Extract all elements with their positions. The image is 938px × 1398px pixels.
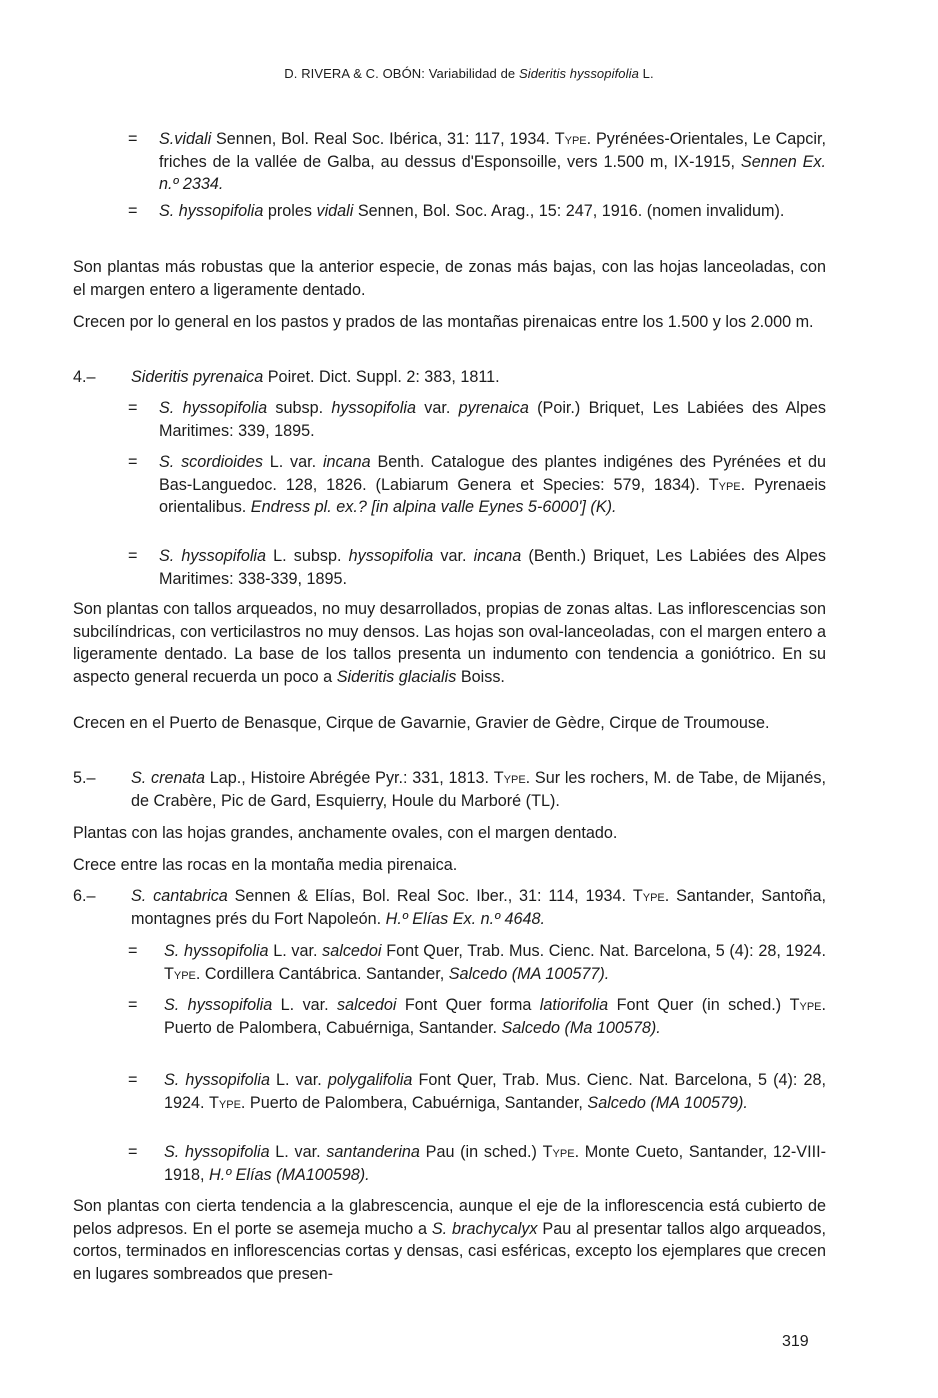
equals-sign: = xyxy=(128,130,138,148)
entry-5-s-crenata xyxy=(73,767,826,812)
paragraph-description-crenata: Plantas con las hojas grandes, anchamente ovales, con el margen dentado. xyxy=(73,824,618,842)
synonym-text: S. hyssopifolia L. var. santanderina Pau (in sched.) Type. Monte Cueto, Santander, 12-VIII-1918, H.º Elías (MA100598). xyxy=(164,1143,826,1184)
entry-text: S. crenata Lap., Histoire Abrégée Pyr.: 331, 1813. Type. Sur les rochers, M. de Tabe, de Mijanés, de Crabère, Pic de Gard, Esquierry, Houle du Marboré (TL). xyxy=(131,769,826,810)
paragraph-habitat-vidali: Crecen por lo general en los pastos y prados de las montañas pirenaicas entre los 1.500 y los 2.000 m. xyxy=(73,313,814,331)
synonym-text: S. hyssopifolia L. var. salcedoi Font Quer forma latiorifolia Font Quer (in sched.) Type. Puerto de Palombera, Cabuérniga, Santander. Salcedo (Ma 100578). xyxy=(164,996,826,1037)
entry-6-s-cantabrica xyxy=(73,885,826,930)
header-title: Sideritis hyssopifolia xyxy=(518,66,639,81)
entry-number: 6.– xyxy=(73,887,96,905)
synonym-text: S. hyssopifolia L. subsp. hyssopifolia var. incana (Benth.) Briquet, Les Labiées des Alpes Maritimes: 338-339, 1895. xyxy=(159,547,826,588)
paragraph-habitat-pyrenaica: Crecen en el Puerto de Benasque, Cirque de Gavarnie, Gravier de Gèdre, Cirque de Troumouse. xyxy=(73,714,770,732)
synonym-var-santanderina xyxy=(128,1141,826,1186)
equals-sign: = xyxy=(128,996,138,1014)
synonym-var-polygalifolia xyxy=(128,1069,826,1114)
page-number: 319 xyxy=(782,1333,809,1350)
paragraph-description-cantabrica: Son plantas con cierta tendencia a la glabrescencia, aunque el eje de la inflorescencia está cubierto de pelos adpresos. En el porte se asemeja mucho a S. brachycalyx Pau al presentar tallos algo arqueados, cortos, terminados en inflorescencias cortas y densas, casi esféricas, excepto los ejemplares que crecen en lugares sombreados que presen- xyxy=(73,1197,826,1283)
running-header xyxy=(0,66,938,81)
synonym-s-vidali xyxy=(128,128,826,196)
equals-sign: = xyxy=(128,202,138,220)
entry-4-sideritis-pyrenaica xyxy=(73,366,826,389)
header-authors: D. RIVERA & C. OBÓN: Variabilidad de xyxy=(284,66,519,81)
paragraph-habitat-crenata: Crece entre las rocas en la montaña media pirenaica. xyxy=(73,856,458,874)
synonym-forma-latiorifolia xyxy=(128,994,826,1039)
synonym-text: S. hyssopifolia L. var. salcedoi Font Quer, Trab. Mus. Cienc. Nat. Barcelona, 5 (4): 28, 1924. Type. Cordillera Cantábrica. Santander, Salcedo (MA 100577). xyxy=(164,942,826,983)
equals-sign: = xyxy=(128,399,138,417)
equals-sign: = xyxy=(128,1071,138,1089)
equals-sign: = xyxy=(128,547,138,565)
synonym-text: S. hyssopifolia subsp. hyssopifolia var. pyrenaica (Poir.) Briquet, Les Labiées des Alpes Maritimes: 339, 1895. xyxy=(159,399,826,440)
synonym-text: S. hyssopifolia proles vidali Sennen, Bol. Soc. Arag., 15: 247, 1916. (nomen invalidum). xyxy=(159,202,785,220)
synonym-var-salcedoi xyxy=(128,940,826,985)
synonym-proles-vidali xyxy=(128,200,826,223)
entry-number: 5.– xyxy=(73,769,96,787)
entry-number: 4.– xyxy=(73,368,96,386)
paragraph-description-pyrenaica: Son plantas con tallos arqueados, no muy desarrollados, propias de zonas altas. Las inflorescencias son subcilíndricas, con verticilastros no muy densos. Las hojas son oval-lanceoladas, con el margen entero a ligeramente dentado. La base de los tallos presenta un indumento con tendencia a goniótrico. En su aspecto general recuerda un poco a Sideritis glacialis Boiss. xyxy=(73,600,826,686)
equals-sign: = xyxy=(128,942,138,960)
equals-sign: = xyxy=(128,1143,138,1161)
synonym-scordioides-incana xyxy=(128,451,826,519)
synonym-text: S. hyssopifolia L. var. polygalifolia Font Quer, Trab. Mus. Cienc. Nat. Barcelona, 5 (4): 28, 1924. Type. Puerto de Palombera, Cabuérniga, Santander, Salcedo (MA 100579). xyxy=(164,1071,826,1112)
synonym-text: S. scordioides L. var. incana Benth. Catalogue des plantes indigénes des Pyrénées et du Bas-Languedoc. 128, 1826. (Labiarum Genera et Species: 579, 1834). Type. Pyrenaeis orientalibus. Endress pl. ex.? [in alpina valle Eynes 5-6000'] (K). xyxy=(159,453,827,516)
synonym-var-incana xyxy=(128,545,826,590)
paragraph-description-vidali: Son plantas más robustas que la anterior especie, de zonas más bajas, con las hojas lanceoladas, con el margen entero a ligeramente dentado. xyxy=(73,258,826,299)
equals-sign: = xyxy=(128,453,138,471)
synonym-text: S.vidali Sennen, Bol. Real Soc. Ibérica, 31: 117, 1934. Type. Pyrénées-Orientales, Le Capcir, friches de la vallée de Galba, au dessus d'Esponsoille, vers 1.500 m, IX-1915, Sennen Ex. n.º 2334. xyxy=(159,130,826,193)
entry-text: S. cantabrica Sennen & Elías, Bol. Real Soc. Iber., 31: 114, 1934. Type. Santander, Santoña, montagnes prés du Fort Napoleón. H.º Elías Ex. n.º 4648. xyxy=(131,887,827,928)
synonym-var-pyrenaica xyxy=(128,397,826,442)
header-suffix: L. xyxy=(638,66,654,81)
entry-text: Sideritis pyrenaica Poiret. Dict. Suppl. 2: 383, 1811. xyxy=(131,368,500,386)
